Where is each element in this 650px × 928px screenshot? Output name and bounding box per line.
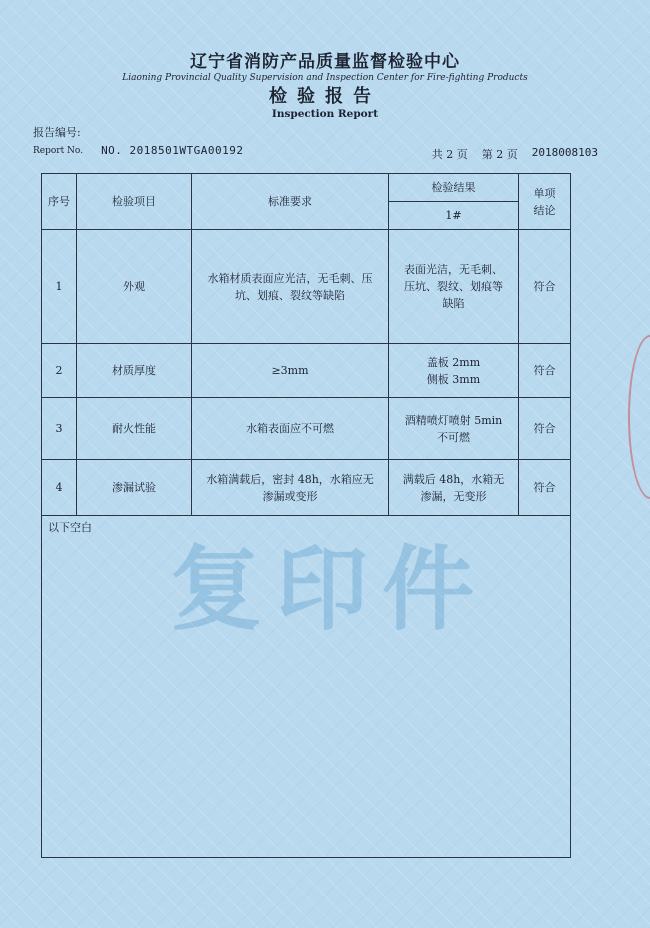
organization-name-en: Liaoning Provincial Quality Supervision and Inspection Center for Fire-fighting Products	[122, 73, 528, 83]
row-item: 渗漏试验	[77, 460, 192, 516]
row-result: 酒精喷灯喷射 5min 不可燃	[389, 398, 519, 460]
row-seq: 3	[42, 398, 77, 460]
report-number: NO. 2018501WTGA00192	[101, 144, 244, 157]
table-row	[42, 398, 571, 460]
row-result: 表面光洁，无毛刺、压坑、裂纹、划痕等缺陷	[389, 230, 519, 344]
row-standard: ≥3mm	[192, 344, 389, 398]
table-row	[42, 230, 571, 344]
report-number-line	[33, 144, 244, 157]
row-item: 外观	[77, 230, 192, 344]
row-result: 满载后 48h，水箱无渗漏，无变形	[389, 460, 519, 516]
header-seq: 序号	[42, 174, 77, 230]
report-number-label-cn: 报告编号:	[33, 126, 81, 139]
red-seal-edge	[628, 335, 650, 499]
organization-name-cn: 辽宁省消防产品质量监督检验中心	[190, 52, 460, 72]
header-result: 检验结果	[389, 174, 519, 202]
report-title-cn: 检验报告	[269, 86, 381, 107]
report-title-en: Inspection Report	[271, 108, 379, 120]
row-item: 材质厚度	[77, 344, 192, 398]
blank-note: 以下空白	[42, 516, 571, 858]
current-page: 第 2 页	[481, 148, 518, 161]
row-seq: 2	[42, 344, 77, 398]
row-item: 耐火性能	[77, 398, 192, 460]
row-conclusion: 符合	[519, 344, 571, 398]
header-sample: 1#	[389, 202, 519, 230]
row-seq: 1	[42, 230, 77, 344]
document-code: 2018008103	[531, 146, 598, 159]
report-header	[0, 52, 650, 121]
header-standard: 标准要求	[192, 174, 389, 230]
row-standard: 水箱表面应不可燃	[192, 398, 389, 460]
report-number-label-en: Report No.	[33, 146, 84, 156]
copy-watermark: 复印件	[170, 536, 489, 643]
row-conclusion: 符合	[519, 460, 571, 516]
row-conclusion: 符合	[519, 398, 571, 460]
header-item: 检验项目	[77, 174, 192, 230]
row-standard: 水箱材质表面应光洁，无毛刺、压坑、划痕、裂纹等缺陷	[192, 230, 389, 344]
row-result: 盖板 2mm 侧板 3mm	[389, 344, 519, 398]
header-conclusion: 单项结论	[519, 174, 571, 230]
row-seq: 4	[42, 460, 77, 516]
inspection-table	[41, 173, 571, 858]
page-info	[432, 146, 598, 162]
table-row	[42, 344, 571, 398]
row-standard: 水箱满载后，密封 48h，水箱应无渗漏或变形	[192, 460, 389, 516]
row-conclusion: 符合	[519, 230, 571, 344]
total-pages: 共 2 页	[431, 148, 468, 161]
table-row	[42, 460, 571, 516]
